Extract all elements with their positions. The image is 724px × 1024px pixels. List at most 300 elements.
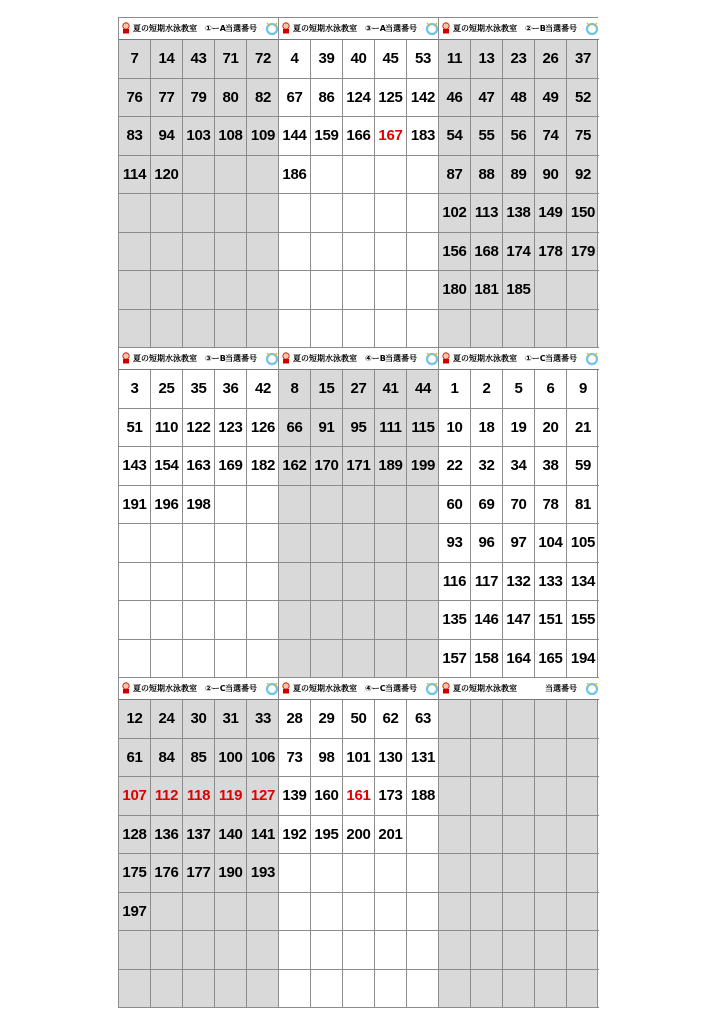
number-cell: 100 [215,739,247,778]
panel-header [119,678,279,700]
number-cell [375,970,407,1009]
number-cell [119,194,151,233]
winning-number-label: 当選番号 [225,354,257,363]
result-panel [118,17,278,347]
number-cell [247,233,279,272]
number-cell: 167 [375,117,407,156]
panel-title: 夏の短期水泳教室 ③ーA [293,24,386,33]
number-cell: 78 [535,486,567,525]
number-cell [151,233,183,272]
number-cell [343,156,375,195]
number-cell [375,854,407,893]
result-panel [278,677,438,1007]
number-cell: 81 [567,486,599,525]
winning-number-label: 当選番号 [385,354,417,363]
number-cell: 50 [343,700,375,739]
number-grid [439,370,599,678]
number-cell: 40 [343,40,375,79]
number-cell: 147 [503,601,535,640]
number-cell: 107 [119,777,151,816]
number-cell: 138 [503,194,535,233]
number-cell: 36 [215,370,247,409]
number-cell [343,271,375,310]
panel-title: 夏の短期水泳教室 ②ーB [453,24,546,33]
panel-header [439,18,599,40]
number-grid [119,40,279,348]
number-cell: 186 [279,156,311,195]
number-grid [279,370,439,678]
number-cell [407,563,439,602]
number-cell: 13 [471,40,503,79]
number-cell: 28 [279,700,311,739]
number-cell: 197 [119,893,151,932]
result-panel [118,677,278,1007]
number-cell [471,739,503,778]
number-cell [247,970,279,1009]
number-cell [503,777,535,816]
number-cell: 109 [247,117,279,156]
winning-number-label: 当選番号 [545,684,577,693]
number-cell: 26 [535,40,567,79]
number-cell [503,893,535,932]
panel-header [279,678,439,700]
number-cell: 134 [567,563,599,602]
number-cell [151,640,183,679]
number-cell: 192 [279,816,311,855]
number-cell: 122 [183,409,215,448]
number-cell [215,310,247,349]
panel-header [279,18,439,40]
number-cell: 70 [503,486,535,525]
number-cell: 27 [343,370,375,409]
number-cell: 168 [471,233,503,272]
number-cell [343,640,375,679]
number-cell: 160 [311,777,343,816]
number-cell: 73 [279,739,311,778]
sheet-bottom-border [118,1007,599,1008]
number-cell: 169 [215,447,247,486]
number-cell: 193 [247,854,279,893]
number-cell [247,486,279,525]
number-cell: 196 [151,486,183,525]
number-cell: 98 [311,739,343,778]
number-cell: 34 [503,447,535,486]
number-cell [375,486,407,525]
number-cell [343,310,375,349]
number-cell: 178 [535,233,567,272]
number-cell: 42 [247,370,279,409]
number-cell [183,233,215,272]
mascot-icon [441,22,451,34]
number-cell [471,310,503,349]
number-cell [183,931,215,970]
number-cell: 106 [247,739,279,778]
swim-ring-icon [585,351,599,366]
panel-title: 夏の短期水泳教室 ④ーB [293,354,386,363]
number-cell: 15 [311,370,343,409]
number-cell: 21 [567,409,599,448]
number-cell: 120 [151,156,183,195]
number-cell: 45 [375,40,407,79]
number-cell: 11 [439,40,471,79]
number-cell [503,310,535,349]
number-cell [375,893,407,932]
result-panel [278,17,438,347]
number-cell: 5 [503,370,535,409]
number-cell: 84 [151,739,183,778]
number-cell [279,854,311,893]
number-cell [247,156,279,195]
number-cell [343,233,375,272]
number-cell: 46 [439,79,471,118]
number-cell: 54 [439,117,471,156]
number-cell [311,563,343,602]
mascot-icon [121,682,131,694]
number-cell: 140 [215,816,247,855]
number-cell [439,816,471,855]
result-panel [438,17,598,347]
number-cell [215,563,247,602]
number-cell [343,563,375,602]
number-cell: 35 [183,370,215,409]
number-cell [439,310,471,349]
number-cell: 25 [151,370,183,409]
number-cell [567,970,599,1009]
number-cell [279,524,311,563]
number-cell: 77 [151,79,183,118]
number-cell [343,893,375,932]
number-cell [279,486,311,525]
number-cell [375,563,407,602]
number-cell: 177 [183,854,215,893]
number-cell [311,194,343,233]
number-cell: 118 [183,777,215,816]
number-grid [279,700,439,1008]
number-cell [407,524,439,563]
number-cell: 75 [567,117,599,156]
number-cell [471,777,503,816]
number-cell: 102 [439,194,471,233]
number-cell [151,271,183,310]
panel-header [119,348,279,370]
number-cell: 7 [119,40,151,79]
number-cell [311,640,343,679]
number-cell: 116 [439,563,471,602]
number-cell [119,563,151,602]
number-cell [471,893,503,932]
number-cell [503,816,535,855]
number-cell [215,640,247,679]
number-cell: 104 [535,524,567,563]
number-cell [439,931,471,970]
number-cell: 195 [311,816,343,855]
number-cell [503,931,535,970]
number-cell [311,601,343,640]
number-cell [407,931,439,970]
number-cell [215,233,247,272]
number-cell [247,931,279,970]
number-cell: 189 [375,447,407,486]
result-panel [438,347,598,677]
number-cell: 85 [183,739,215,778]
panel-header [439,678,599,700]
number-cell: 105 [567,524,599,563]
number-cell: 173 [375,777,407,816]
number-cell: 136 [151,816,183,855]
number-cell [407,893,439,932]
number-cell: 194 [567,640,599,679]
mascot-icon [441,682,451,694]
winning-number-label: 当選番号 [385,24,417,33]
number-cell: 18 [471,409,503,448]
number-cell [375,640,407,679]
number-cell [407,816,439,855]
number-cell: 117 [471,563,503,602]
number-cell: 29 [311,700,343,739]
panel-title: 夏の短期水泳教室 ①ーC [453,354,546,363]
number-cell: 48 [503,79,535,118]
number-cell [567,777,599,816]
number-cell: 139 [279,777,311,816]
number-cell: 3 [119,370,151,409]
winning-number-label: 当選番号 [225,684,257,693]
number-cell [567,739,599,778]
number-cell [247,601,279,640]
number-cell: 108 [215,117,247,156]
number-cell [567,700,599,739]
number-cell: 149 [535,194,567,233]
number-cell [151,601,183,640]
number-cell [151,194,183,233]
number-cell: 150 [567,194,599,233]
number-cell: 71 [215,40,247,79]
number-cell [407,194,439,233]
number-cell [407,156,439,195]
number-cell [567,816,599,855]
number-cell [215,524,247,563]
number-cell: 200 [343,816,375,855]
swim-ring-icon [265,681,279,696]
number-cell [279,970,311,1009]
number-cell: 201 [375,816,407,855]
number-cell [247,563,279,602]
number-cell: 86 [311,79,343,118]
number-cell [311,233,343,272]
number-cell [247,310,279,349]
number-cell: 128 [119,816,151,855]
number-cell [215,970,247,1009]
number-cell [343,931,375,970]
number-cell: 198 [183,486,215,525]
number-cell [247,194,279,233]
number-cell [311,931,343,970]
number-cell: 32 [471,447,503,486]
number-cell: 131 [407,739,439,778]
number-cell [215,194,247,233]
number-cell: 175 [119,854,151,893]
number-cell: 199 [407,447,439,486]
lottery-results-sheet [118,17,599,1008]
number-cell [343,970,375,1009]
number-cell: 22 [439,447,471,486]
number-cell: 185 [503,271,535,310]
number-cell: 176 [151,854,183,893]
swim-ring-icon [425,681,439,696]
number-cell: 113 [471,194,503,233]
number-cell: 49 [535,79,567,118]
number-cell [119,233,151,272]
number-cell: 91 [311,409,343,448]
number-cell [535,816,567,855]
mascot-icon [121,352,131,364]
number-cell: 126 [247,409,279,448]
result-panel [278,347,438,677]
number-grid [439,700,599,1008]
number-cell [279,893,311,932]
winning-number-label: 当選番号 [385,684,417,693]
number-cell [311,156,343,195]
number-cell: 103 [183,117,215,156]
number-cell: 97 [503,524,535,563]
number-cell [247,640,279,679]
number-cell [247,271,279,310]
number-cell: 132 [503,563,535,602]
number-cell [407,640,439,679]
number-cell [119,931,151,970]
number-cell: 111 [375,409,407,448]
number-cell: 87 [439,156,471,195]
number-cell [407,486,439,525]
number-cell [471,700,503,739]
number-cell [311,854,343,893]
panel-header [119,18,279,40]
number-cell: 112 [151,777,183,816]
swim-ring-icon [585,681,599,696]
number-cell [119,271,151,310]
number-cell: 53 [407,40,439,79]
number-cell: 127 [247,777,279,816]
number-cell: 110 [151,409,183,448]
number-cell: 67 [279,79,311,118]
number-cell: 123 [215,409,247,448]
number-cell: 19 [503,409,535,448]
number-cell [535,271,567,310]
panel-title: 夏の短期水泳教室 ①ーA [133,24,226,33]
swim-ring-icon [425,21,439,36]
number-cell: 181 [471,271,503,310]
number-cell: 135 [439,601,471,640]
mascot-icon [281,22,291,34]
number-cell [407,970,439,1009]
number-cell [119,640,151,679]
number-cell: 180 [439,271,471,310]
number-cell: 41 [375,370,407,409]
number-cell: 141 [247,816,279,855]
number-cell [151,563,183,602]
number-cell [375,271,407,310]
number-cell [343,524,375,563]
number-grid [439,40,599,348]
number-cell [215,931,247,970]
number-cell [439,777,471,816]
number-cell [567,893,599,932]
number-cell: 31 [215,700,247,739]
number-cell [279,601,311,640]
number-cell: 93 [439,524,471,563]
number-cell: 55 [471,117,503,156]
number-cell: 151 [535,601,567,640]
number-cell [215,601,247,640]
number-cell [183,310,215,349]
number-cell: 114 [119,156,151,195]
number-cell [247,893,279,932]
number-cell [279,931,311,970]
number-cell: 162 [279,447,311,486]
number-cell: 159 [311,117,343,156]
swim-ring-icon [265,351,279,366]
number-cell [567,931,599,970]
number-cell [119,601,151,640]
number-cell [439,700,471,739]
number-cell [375,931,407,970]
number-cell: 155 [567,601,599,640]
number-cell: 79 [183,79,215,118]
number-cell [183,640,215,679]
number-cell [215,486,247,525]
number-cell: 133 [535,563,567,602]
number-cell: 33 [247,700,279,739]
number-cell: 82 [247,79,279,118]
number-cell [279,310,311,349]
number-cell: 83 [119,117,151,156]
number-cell: 72 [247,40,279,79]
number-cell [279,640,311,679]
number-cell: 47 [471,79,503,118]
number-cell: 10 [439,409,471,448]
number-cell [535,700,567,739]
mascot-icon [281,682,291,694]
number-cell [407,310,439,349]
number-cell: 94 [151,117,183,156]
panel-title: 夏の短期水泳教室 ②ーC [133,684,226,693]
number-cell: 166 [343,117,375,156]
number-cell [119,524,151,563]
number-cell: 30 [183,700,215,739]
number-cell [535,310,567,349]
number-cell [247,524,279,563]
number-cell: 60 [439,486,471,525]
panel-title: 夏の短期水泳教室 ③ーB [133,354,226,363]
number-cell: 74 [535,117,567,156]
number-cell: 161 [343,777,375,816]
mascot-icon [121,22,131,34]
number-cell: 62 [375,700,407,739]
number-cell [471,816,503,855]
number-cell: 52 [567,79,599,118]
panel-header [279,348,439,370]
number-cell: 182 [247,447,279,486]
number-cell: 8 [279,370,311,409]
number-cell [535,739,567,778]
number-cell [183,970,215,1009]
swim-ring-icon [585,21,599,36]
number-cell: 119 [215,777,247,816]
number-cell: 51 [119,409,151,448]
number-cell [151,524,183,563]
number-cell [311,310,343,349]
number-grid [279,40,439,348]
number-cell [439,970,471,1009]
